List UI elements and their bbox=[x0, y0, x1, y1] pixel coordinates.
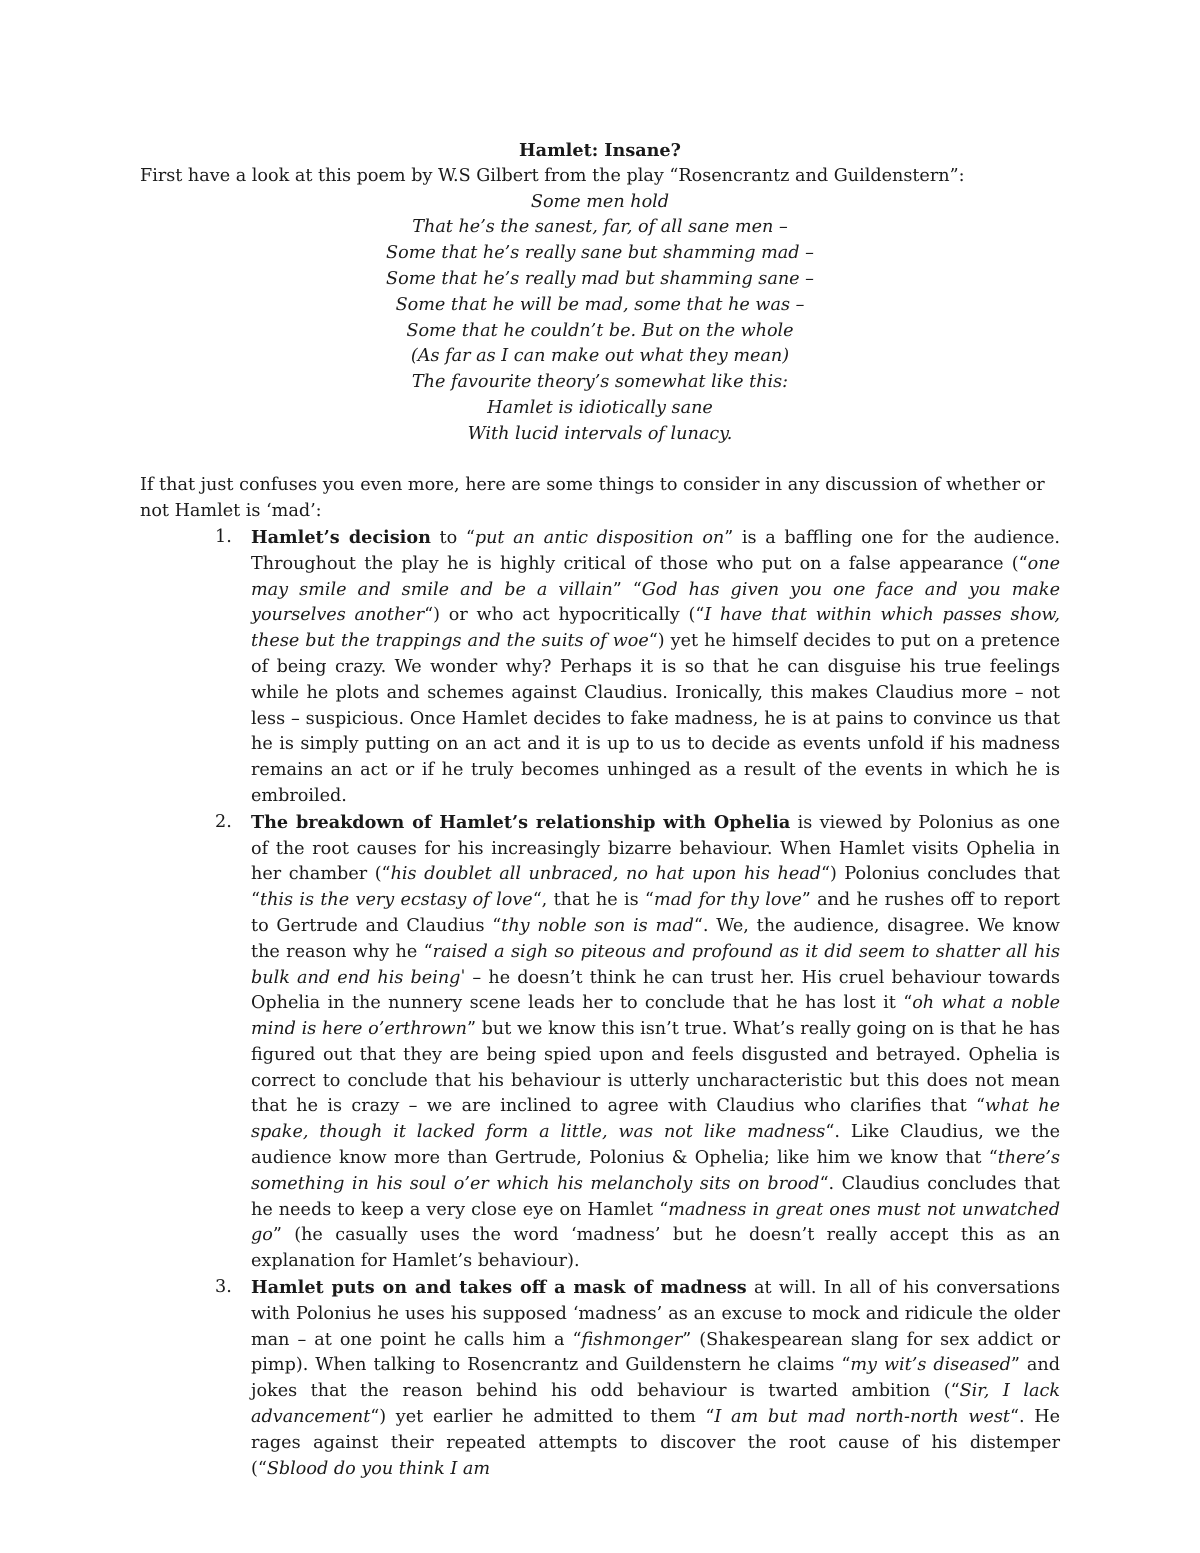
poem-line: Some that he’s really mad but shamming sane – bbox=[386, 268, 814, 289]
poem-block bbox=[140, 190, 1060, 448]
quotation: thy noble son is mad bbox=[501, 915, 694, 936]
poem-line: Some men hold bbox=[530, 191, 670, 212]
quotation: raised a sigh so piteous and profound as it did seem to shatter all his bulk and end his being bbox=[251, 941, 1060, 988]
poem-line: Some that he couldn’t be. But on the whole bbox=[406, 320, 794, 341]
text-run: “) yet earlier he admitted to them “ bbox=[370, 1407, 715, 1428]
poem-line: (As far as I can make out what they mean) bbox=[410, 346, 790, 367]
text-run: “) Polonius concludes that “ bbox=[251, 864, 1060, 911]
text-run: at will. In all of his conversations with Polonius he uses his supposed ‘madness’ as an excuse to mock and ridicule the older man – at one point he calls him a “ bbox=[251, 1278, 1060, 1350]
list-item-text bbox=[251, 813, 1060, 1272]
bold-phrase: Hamlet’s decision bbox=[251, 526, 431, 548]
text-run: ” is a baffling one for the audience. Throughout the play he is highly critical of those who put on a false appearance (“ bbox=[251, 527, 1060, 574]
page-title: Hamlet: Insane? bbox=[519, 140, 681, 161]
quotation: there’s something in his soul o’er which his melancholy sits on brood bbox=[251, 1148, 1060, 1194]
quotation: this is the very ecstasy of love bbox=[260, 890, 533, 911]
quotation: fishmonger bbox=[581, 1329, 683, 1350]
list-item-text bbox=[251, 1278, 1060, 1479]
list-item bbox=[215, 810, 1061, 1275]
text-run: to “ bbox=[430, 527, 475, 548]
list-number: 3. bbox=[215, 1277, 232, 1298]
list-number: 2. bbox=[215, 811, 232, 832]
poem-line: Some that he will be mad, some that he was – bbox=[395, 294, 805, 315]
text-run: “. We, the audience, disagree. We know the reason why he “ bbox=[251, 915, 1060, 962]
lead-paragraph: If that just confuses you even more, here are some things to consider in any discussion of whether or not Hamlet is ‘mad’: bbox=[140, 475, 1045, 522]
text-run: “. Claudius concludes that he needs to keep a very close eye on Hamlet “ bbox=[251, 1173, 1061, 1220]
list-number: 1. bbox=[215, 526, 232, 547]
document-page bbox=[140, 138, 1060, 1482]
quotation: put an antic disposition on bbox=[474, 527, 725, 548]
poem-line: Some that he’s really sane but shamming mad – bbox=[386, 243, 814, 264]
poem-line: With lucid intervals of lunacy. bbox=[467, 423, 733, 444]
quotation: oh what a noble mind is here o’erthrown bbox=[251, 993, 1060, 1040]
text-run: “) or who act hypocritically (“ bbox=[424, 605, 705, 626]
text-run: “. He rages against their repeated attempts to discover the root cause of his distemper (“ bbox=[251, 1407, 1060, 1479]
list-item bbox=[215, 1275, 1060, 1482]
text-run: ” and he rushes off to report to Gertrude and Claudius “ bbox=[251, 890, 1061, 936]
text-run: ” “ bbox=[612, 579, 642, 600]
quotation: one may smile and smile and be a villain bbox=[251, 553, 1060, 600]
quotation: what he spake, though it lacked form a little, was not like madness bbox=[251, 1096, 1060, 1143]
text-run: ” (he casually uses the word ‘madness’ but he doesn’t really accept this as an explanation for Hamlet’s behaviour). bbox=[251, 1225, 1060, 1272]
quotation: his doublet all unbraced, no hat upon his head bbox=[390, 864, 821, 885]
quotation: madness in great ones must not unwatched go bbox=[251, 1199, 1060, 1246]
bold-phrase: The breakdown of Hamlet’s relationship with Ophelia bbox=[251, 811, 791, 833]
quotation: I have that within which passes show, these but the trappings and the suits of woe bbox=[251, 605, 1060, 652]
poem-line: Hamlet is idiotically sane bbox=[487, 397, 713, 418]
text-run: “, that he is “ bbox=[532, 890, 654, 911]
text-run: ” and jokes that the reason behind his odd behaviour is twarted ambition (“ bbox=[251, 1355, 1060, 1402]
numbered-list bbox=[140, 525, 1060, 1482]
quotation: Sblood do you think I am bbox=[266, 1458, 491, 1479]
text-run: “) yet he himself decides to put on a pretence of being crazy. We wonder why? Perhaps it is so that he can disguise his true feelings while he plots and schemes against Claudius. Ironically, this makes Claudius more – not less – suspicious. Once Hamlet decides to fake madness, he is at pains to convince us that he is simply putting on an act and it is up to us to decide as events unfold if his madness remains an act or if he truly becomes unhinged as a result of the events in which he is embroiled. bbox=[251, 631, 1060, 806]
quotation: God has given you one face and you make yourselves another bbox=[251, 579, 1060, 626]
intro-line: First have a look at this poem by W.S Gilbert from the play “Rosencrantz and Guildenstern”: bbox=[140, 165, 965, 186]
list-item-text bbox=[251, 528, 1060, 806]
quotation: Sir, I lack advancement bbox=[251, 1381, 1060, 1428]
quotation: I am but mad north-north west bbox=[714, 1407, 1010, 1428]
text-run: ” but we know this isn’t true. What’s really going on is that he has figured out that they are being spied upon and feels disgusted and betrayed. Ophelia is correct to conclude that his behaviour is utterly uncharacteristic but this does not mean that he is crazy – we are inclined to agree with Claudius who clarifies that “ bbox=[251, 1019, 1060, 1117]
text-run: ˈ – he doesn’t think he can trust her. His cruel behaviour towards Ophelia in the nunnery scene leads her to conclude that he has lost it “ bbox=[251, 967, 1060, 1014]
quotation: mad for thy love bbox=[653, 890, 802, 911]
bold-phrase: Hamlet puts on and takes off a mask of madness bbox=[251, 1277, 747, 1299]
text-run: is viewed by Polonius as one of the root causes for his increasingly bizarre behaviour. When Hamlet visits Ophelia in her chamber (“ bbox=[251, 812, 1060, 885]
text-run: ” (Shakespearean slang for sex addict or pimp). When talking to Rosencrantz and Guildenstern he claims “ bbox=[251, 1329, 1060, 1376]
poem-line: The favourite theory’s somewhat like this: bbox=[411, 372, 789, 393]
quotation: my wit’s diseased bbox=[850, 1355, 1011, 1376]
list-item bbox=[215, 525, 1060, 810]
poem-line: That he’s the sanest, far, of all sane men – bbox=[412, 217, 788, 238]
text-run: “. Like Claudius, we the audience know more than Gertrude, Polonius & Ophelia; like him we know that “ bbox=[251, 1122, 1060, 1169]
